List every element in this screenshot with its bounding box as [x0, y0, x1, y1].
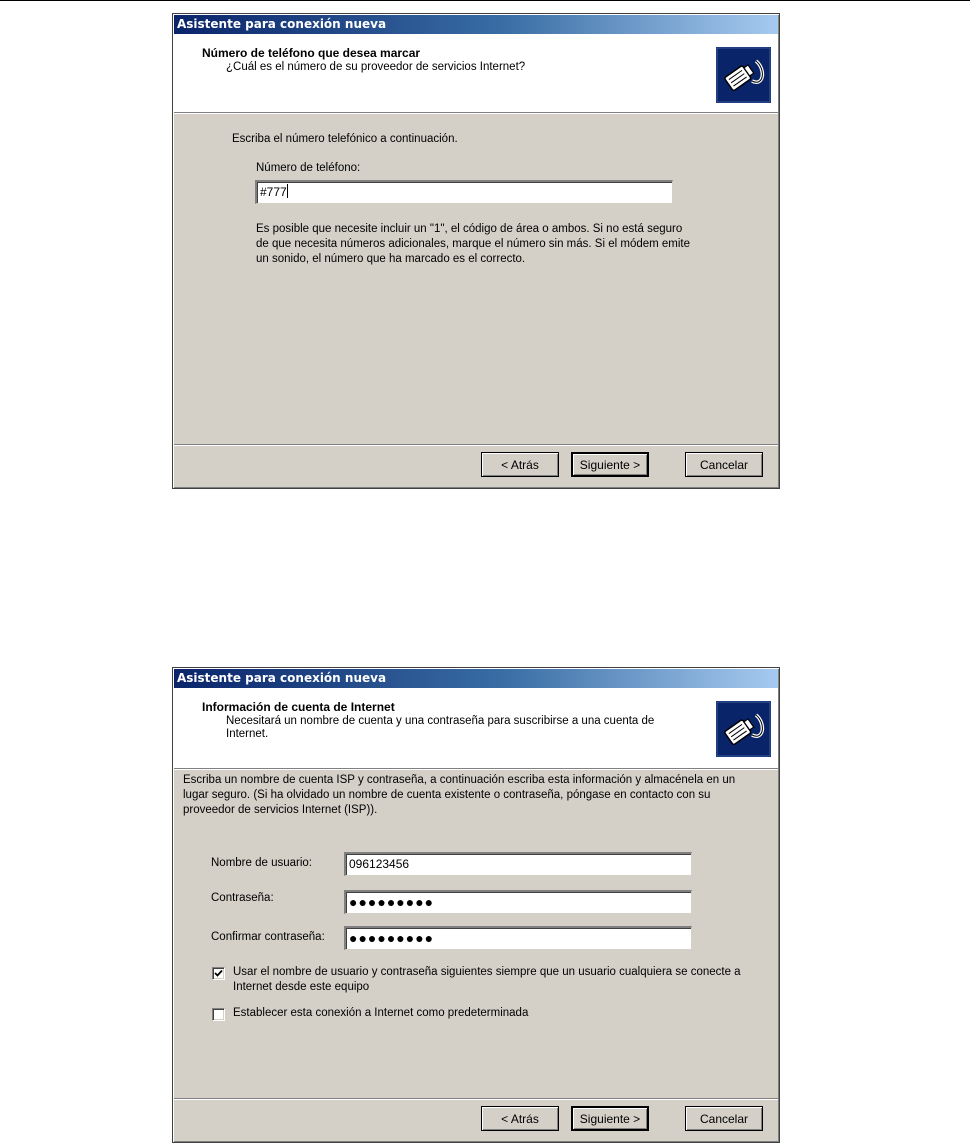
phone-number-value: #777 — [260, 185, 287, 199]
intro-text: Escriba un nombre de cuenta ISP y contraseña, a continuación escriba esta información y almacénela en un lugar seguro. (Si ha olvidado un nombre de cuenta existente o contraseña, póngase en contacto con su proveedor de servicios Internet (ISP)). — [183, 774, 736, 816]
password-input[interactable] — [344, 890, 692, 914]
window-title: Asistente para conexión nueva — [177, 17, 387, 31]
cancel-button[interactable]: Cancelar — [685, 452, 763, 477]
use-credentials-label[interactable]: Usar el nombre de usuario y contraseña siguientes siempre que un usuario cualquiera se conecte a Internet desde este equipo — [233, 966, 741, 993]
phone-number-input[interactable] — [255, 180, 673, 204]
help-text: Es posible que necesite incluir un "1", el código de área o ambos. Si no está seguro de que necesita números adicionales, marque el número sin más. Si el módem emite un sonido, el número que ha marcado es el correcto. — [256, 223, 691, 265]
checkmark-icon — [214, 969, 223, 978]
password-value: ●●●●●●●●● — [349, 894, 435, 910]
header-title: Información de cuenta de Internet — [202, 700, 395, 714]
footer-divider — [174, 1098, 778, 1100]
header-subtitle: ¿Cuál es el número de su proveedor de servicios Internet? — [226, 61, 526, 73]
confirm-password-label: Confirmar contraseña: — [211, 931, 325, 943]
cancel-button[interactable]: Cancelar — [685, 1106, 763, 1131]
header-subtitle: Necesitará un nombre de cuenta y una contraseña para suscribirse a una cuenta de Internet. — [226, 715, 655, 740]
username-input[interactable] — [344, 852, 692, 876]
phone-label: Número de teléfono: — [256, 162, 361, 174]
phone-connector-icon — [716, 47, 771, 103]
back-button[interactable]: < Atrás — [481, 452, 559, 477]
password-label: Contraseña: — [211, 892, 274, 904]
next-button[interactable]: Siguiente > — [571, 452, 649, 477]
new-connection-wizard-account — [172, 667, 780, 1143]
username-value: 096123456 — [349, 857, 410, 871]
window-titlebar[interactable] — [174, 15, 778, 34]
text-cursor — [287, 184, 288, 198]
confirm-password-value: ●●●●●●●●● — [349, 930, 435, 946]
default-connection-label[interactable]: Establecer esta conexión a Internet como predeterminada — [233, 1007, 529, 1019]
wizard-header — [174, 688, 778, 769]
wizard-content — [174, 114, 778, 446]
new-connection-wizard-phone — [172, 13, 780, 489]
wizard-content — [174, 768, 778, 1100]
window-title: Asistente para conexión nueva — [177, 671, 387, 685]
next-button[interactable]: Siguiente > — [571, 1106, 649, 1131]
confirm-password-input[interactable] — [344, 926, 692, 950]
use-credentials-checkbox[interactable] — [212, 967, 225, 980]
window-titlebar[interactable] — [174, 669, 778, 688]
back-button[interactable]: < Atrás — [481, 1106, 559, 1131]
footer-divider — [174, 444, 778, 446]
username-label: Nombre de usuario: — [211, 857, 312, 869]
wizard-header — [174, 34, 778, 113]
page-top-rule — [0, 0, 970, 1]
default-connection-checkbox[interactable] — [212, 1008, 225, 1021]
intro-text: Escriba el número telefónico a continuación. — [232, 133, 458, 145]
header-title: Número de teléfono que desea marcar — [202, 46, 421, 60]
phone-connector-icon — [716, 701, 771, 757]
